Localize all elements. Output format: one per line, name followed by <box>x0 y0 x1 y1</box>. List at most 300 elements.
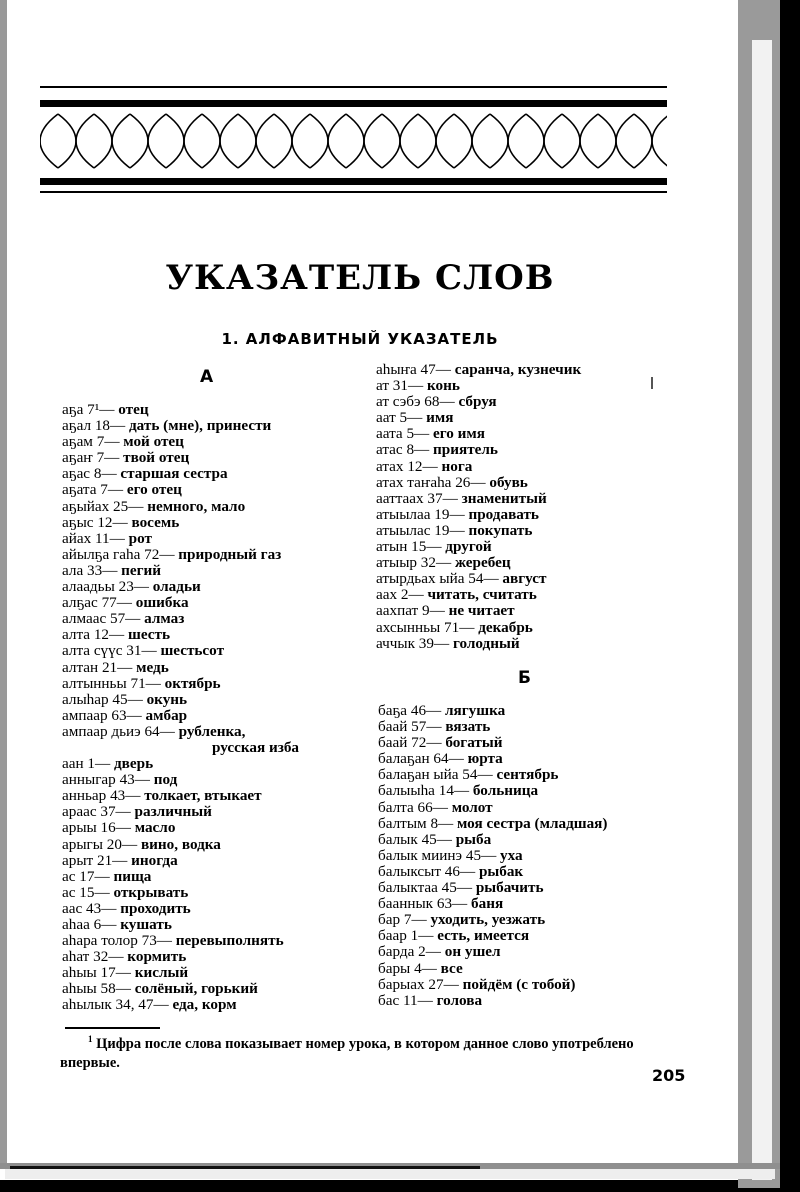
entry-word: атас <box>376 441 403 459</box>
entry-lesson-ref: 34, 47 <box>115 996 154 1014</box>
entry-lesson-ref: 63 <box>436 895 453 913</box>
index-entry <box>62 949 299 965</box>
entry-lesson-ref: 31 <box>392 377 408 395</box>
entry-dash: — <box>408 586 428 604</box>
entry-meaning: другой <box>445 538 492 556</box>
entry-dash: — <box>156 932 176 950</box>
entry-meaning: сентябрь <box>496 766 559 784</box>
entry-dash: — <box>421 959 441 977</box>
entry-dash: — <box>128 497 148 515</box>
entry-word: бааннык <box>378 895 434 913</box>
entry-dash: — <box>443 975 463 993</box>
entry-dash: — <box>145 674 165 692</box>
entry-lesson-ref: 39 <box>418 634 434 652</box>
entry-word: аһылык <box>62 996 112 1014</box>
entry-word: балыыһа <box>378 782 435 800</box>
entry-meaning: не читает <box>448 602 515 620</box>
entry-meaning: знаменитый <box>461 489 547 507</box>
entry-word: бас <box>378 991 400 1009</box>
entry-meaning: восемь <box>131 513 180 531</box>
entry-dash: — <box>442 489 462 507</box>
entry-word: аахпат <box>376 602 419 620</box>
entry-meaning: нога <box>441 457 473 475</box>
entry-dash: — <box>107 481 127 499</box>
entry-dash: — <box>112 513 132 531</box>
index-entry <box>378 961 607 977</box>
entry-lesson-ref: 17 <box>79 867 95 885</box>
index-entry <box>62 724 299 740</box>
entry-word: ахсынньы <box>376 618 441 636</box>
entry-lesson-ref: 43 <box>119 771 135 789</box>
footnote <box>60 1030 680 1073</box>
index-entry <box>62 547 299 563</box>
entry-lesson-ref: 64 <box>144 722 160 740</box>
index-entry <box>376 507 581 523</box>
entry-lesson-ref: 21 <box>96 851 113 869</box>
entry-word: арыт <box>62 851 94 869</box>
entry-lesson-ref: 47 <box>420 361 436 378</box>
entry-dash: — <box>414 425 434 443</box>
entry-meaning: больница <box>472 782 539 800</box>
entry-meaning: толкает, втыкает <box>144 787 262 805</box>
index-entry <box>62 466 299 482</box>
entry-lesson-ref: 63 <box>111 706 127 724</box>
index-entry <box>378 896 607 912</box>
entry-dash: — <box>435 554 455 572</box>
entry-dash: — <box>125 787 145 805</box>
entry-lesson-ref: 1 <box>410 927 419 945</box>
entry-lesson-ref: 26 <box>455 473 471 491</box>
entry-lesson-ref: 37 <box>100 803 116 821</box>
entry-dash: — <box>101 465 121 483</box>
entry-word: алта сүүс <box>62 642 123 660</box>
entry-word: аата <box>376 425 403 443</box>
entry-meaning: шесть <box>128 626 170 644</box>
entry-meaning: имя <box>426 409 454 427</box>
entry-dash: — <box>481 846 501 864</box>
entry-word: ампаар <box>62 706 108 724</box>
entry-dash: — <box>109 626 128 644</box>
entry-dash: — <box>127 690 147 708</box>
entry-meaning: кушать <box>120 916 172 933</box>
entry-lesson-ref: 6 <box>93 916 102 933</box>
entry-word: аҕаҥ <box>62 449 93 467</box>
entry-dash: — <box>438 814 458 832</box>
entry-lesson-ref: 7 <box>96 449 105 467</box>
entry-meaning: ошибка <box>135 594 189 612</box>
index-entry <box>378 832 607 848</box>
index-entry <box>62 933 299 949</box>
entry-dash: — <box>112 851 132 869</box>
index-entry <box>62 997 299 1013</box>
index-entry <box>376 459 581 475</box>
entry-dash: — <box>453 782 473 800</box>
index-entry <box>62 434 299 450</box>
entry-lesson-ref: 18 <box>94 417 111 435</box>
entry-meaning: есть, имеется <box>437 927 530 945</box>
index-entry <box>378 719 607 735</box>
entry-meaning: сбруя <box>458 393 497 411</box>
entry-dash: — <box>429 602 449 620</box>
right-column-entries-b <box>378 703 607 1009</box>
entry-lesson-ref: 25 <box>113 497 129 515</box>
entry-meaning: открывать <box>113 883 189 901</box>
entry-meaning: вязать <box>445 718 491 736</box>
entry-word: аһыҥа <box>376 361 417 378</box>
entry-word: анньар <box>62 787 107 805</box>
entry-dash: — <box>452 895 472 913</box>
index-entry <box>378 751 607 767</box>
entry-dash: — <box>449 521 469 539</box>
entry-meaning: продавать <box>468 505 539 523</box>
index-entry <box>62 402 299 418</box>
entry-lesson-ref: 7¹ <box>87 401 100 418</box>
entry-word: атах <box>376 457 404 475</box>
entry-lesson-ref: 27 <box>428 975 444 993</box>
entry-dash: — <box>432 798 452 816</box>
entry-word: алтан <box>62 658 99 676</box>
entry-lesson-ref: 19 <box>434 505 450 523</box>
entry-lesson-ref: 32 <box>93 948 109 966</box>
entry-meaning: лягушка <box>445 702 506 719</box>
index-entry <box>378 912 607 928</box>
entry-dash: — <box>94 867 114 885</box>
index-entry <box>376 603 581 619</box>
index-entry <box>376 620 581 636</box>
entry-word: араас <box>62 803 97 821</box>
index-entry <box>376 410 581 426</box>
index-entry <box>378 928 607 944</box>
entry-word: алаадьы <box>62 578 115 596</box>
entry-meaning: саранча, кузнечик <box>454 361 582 378</box>
entry-dash: — <box>115 803 135 821</box>
entry-word: балык миинэ <box>378 846 463 864</box>
entry-word: ас <box>62 867 76 885</box>
entry-meaning: пегий <box>121 561 162 579</box>
entry-word: алта <box>62 626 91 644</box>
entry-meaning: уха <box>500 846 523 864</box>
entry-dash: — <box>109 529 129 547</box>
entry-word: барда <box>378 943 415 961</box>
index-entry <box>376 362 581 378</box>
entry-dash: — <box>108 948 128 966</box>
entry-word: аҕата <box>62 481 97 499</box>
entry-word: аһат <box>62 948 90 966</box>
entry-dash: — <box>101 916 121 933</box>
index-entry <box>376 636 581 652</box>
index-entry <box>376 442 581 458</box>
entry-meaning: октябрь <box>164 674 221 692</box>
entry-word: аат <box>376 409 396 427</box>
entry-meaning: конь <box>426 377 460 395</box>
entry-lesson-ref: 2 <box>418 943 426 961</box>
entry-dash: — <box>436 830 456 848</box>
footnote-text: Цифра после слова показывает номер урока, в котором данное слово употреблено впервые. <box>60 1035 634 1071</box>
entry-meaning: масло <box>134 819 176 837</box>
entry-word: анныгар <box>62 771 116 789</box>
entry-meaning: декабрь <box>478 618 533 636</box>
entry-lesson-ref: 23 <box>118 578 134 596</box>
entry-meaning: старшая сестра <box>120 465 228 483</box>
entry-meaning: проходить <box>120 899 191 917</box>
index-entry <box>62 482 299 498</box>
entry-lesson-ref: 7 <box>96 433 105 451</box>
entry-dash: — <box>422 457 442 475</box>
entry-meaning: читать, считать <box>427 586 537 604</box>
entry-dash: — <box>448 750 468 768</box>
entry-lesson-ref: 9 <box>422 602 430 620</box>
entry-meaning: различный <box>134 803 212 821</box>
index-entry <box>376 491 581 507</box>
index-entry <box>62 917 299 933</box>
entry-dash: — <box>117 658 137 676</box>
entry-lesson-ref: 15 <box>79 883 95 901</box>
index-entry <box>62 837 299 853</box>
entry-lesson-ref: 57 <box>411 718 427 736</box>
entry-word: алтынньы <box>62 674 127 692</box>
entry-word: ампаар дьиэ <box>62 722 141 740</box>
entry-dash: — <box>426 718 446 736</box>
entry-lesson-ref: 46 <box>410 702 427 719</box>
entry-word: аан <box>62 755 84 773</box>
index-entry <box>62 515 299 531</box>
entry-meaning: отец <box>118 401 149 418</box>
index-entry <box>62 885 299 901</box>
index-entry <box>62 981 299 997</box>
entry-meaning-continuation: русская изба <box>212 738 300 756</box>
entry-lesson-ref: 12 <box>97 513 113 531</box>
index-entry <box>376 475 581 491</box>
entry-word: аччык <box>376 634 415 652</box>
entry-meaning: перевыполнять <box>175 932 284 950</box>
footnote-separator <box>65 1027 160 1029</box>
entry-lesson-ref: 73 <box>141 932 157 950</box>
entry-dash: — <box>115 819 135 837</box>
entry-lesson-ref: 5 <box>399 409 408 427</box>
entry-word: ас <box>62 883 76 901</box>
entry-lesson-ref: 43 <box>110 787 126 805</box>
entry-word: балаҕан <box>378 750 430 768</box>
letter-heading-a: А <box>200 367 214 387</box>
entry-dash: — <box>95 755 114 773</box>
index-entry <box>376 555 581 571</box>
entry-meaning: баня <box>471 895 504 913</box>
index-entry <box>62 627 299 643</box>
entry-meaning: твой отец <box>123 449 190 467</box>
entry-lesson-ref: 4 <box>414 959 422 977</box>
entry-lesson-ref: 12 <box>93 626 110 644</box>
index-entry <box>378 944 607 960</box>
index-entry <box>62 531 299 547</box>
index-entry <box>62 853 299 869</box>
entry-dash: — <box>435 361 455 378</box>
entry-lesson-ref: 31 <box>126 642 142 660</box>
index-entry <box>62 756 299 772</box>
entry-lesson-ref: 20 <box>106 835 122 853</box>
entry-meaning: рубленка, <box>178 722 246 740</box>
letter-heading-b: Б <box>518 668 531 688</box>
index-entry <box>376 539 581 555</box>
entry-word: ат <box>376 377 389 395</box>
entry-dash: — <box>459 618 479 636</box>
entry-meaning: медь <box>136 658 169 676</box>
index-entry <box>62 804 299 820</box>
entry-dash: — <box>121 835 141 853</box>
index-entry <box>62 563 299 579</box>
entry-word: балыктаа <box>378 879 438 897</box>
entry-word: алмаас <box>62 610 107 628</box>
entry-lesson-ref: 15 <box>411 538 427 556</box>
entry-meaning: покупать <box>468 521 533 539</box>
entry-dash: — <box>470 473 490 491</box>
entry-word: атах таҥаһа <box>376 473 452 491</box>
entry-word: балыксыт <box>378 862 441 880</box>
entry-word: аҕыс <box>62 513 94 531</box>
entry-dash: — <box>159 545 179 563</box>
entry-lesson-ref: 71 <box>444 618 460 636</box>
entry-dash: — <box>449 505 469 523</box>
entry-dash: — <box>133 578 153 596</box>
page-right-edge-highlight <box>752 40 772 1180</box>
entry-dash: — <box>417 991 437 1009</box>
entry-dash: — <box>433 634 453 652</box>
entry-word: атырдьах ыйа <box>376 570 465 588</box>
entry-lesson-ref: 12 <box>407 457 423 475</box>
entry-lesson-ref: 11 <box>403 991 418 1009</box>
entry-lesson-ref: 8 <box>93 465 102 483</box>
entry-lesson-ref: 8 <box>406 441 415 459</box>
entry-dash: — <box>456 879 476 897</box>
index-entry <box>62 820 299 836</box>
index-entry <box>62 901 299 917</box>
index-entry <box>376 426 581 442</box>
entry-word: балта <box>378 798 414 816</box>
entry-lesson-ref: 33 <box>87 561 103 579</box>
entry-meaning: алмаз <box>144 610 185 628</box>
entry-dash: — <box>483 570 503 588</box>
page-number: 205 <box>652 1066 686 1085</box>
entry-meaning: рыба <box>455 830 492 848</box>
entry-lesson-ref: 54 <box>462 766 478 784</box>
index-entry <box>62 418 299 434</box>
index-entry <box>62 499 299 515</box>
entry-word: атыылас <box>376 521 431 539</box>
entry-meaning: уходить, уезжать <box>430 911 546 929</box>
index-entry <box>378 767 607 783</box>
index-entry <box>62 965 299 981</box>
index-entry <box>62 869 299 885</box>
entry-meaning: окунь <box>146 690 188 708</box>
entry-dash: — <box>102 561 122 579</box>
page-bottom-strip <box>5 1169 775 1179</box>
entry-word: алҕас <box>62 594 98 612</box>
entry-dash: — <box>101 899 121 917</box>
entry-meaning: приятель <box>433 441 498 459</box>
entry-lesson-ref: 57 <box>109 610 126 628</box>
entry-meaning: оладьи <box>152 578 201 596</box>
entry-meaning: мой отец <box>123 433 184 451</box>
entry-meaning: голодный <box>452 634 520 652</box>
entry-word: ааттаах <box>376 489 424 507</box>
entry-dash: — <box>153 996 173 1014</box>
entry-dash: — <box>115 980 135 998</box>
entry-meaning: под <box>153 771 178 789</box>
entry-meaning: немного, мало <box>147 497 246 515</box>
entry-dash: — <box>104 433 124 451</box>
entry-lesson-ref: 11 <box>95 529 110 547</box>
entry-dash: — <box>110 417 129 435</box>
entry-meaning: рыбачить <box>475 879 544 897</box>
entry-dash: — <box>439 393 459 411</box>
entry-word: барыах <box>378 975 425 993</box>
index-entry-continuation <box>62 740 299 756</box>
entry-dash: — <box>115 964 135 982</box>
entry-lesson-ref: 14 <box>438 782 454 800</box>
entry-lesson-ref: 16 <box>100 819 116 837</box>
stray-mark <box>651 377 653 389</box>
entry-word: аһыы <box>62 964 97 982</box>
index-entry <box>378 783 607 799</box>
entry-dash: — <box>414 441 434 459</box>
entry-lesson-ref: 45 <box>421 830 437 848</box>
entry-word: аһаа <box>62 916 90 933</box>
entry-word: арыгы <box>62 835 103 853</box>
entry-meaning: моя сестра (младшая) <box>457 814 608 832</box>
entry-word: баай <box>378 718 408 736</box>
entry-word: ат сэбэ <box>376 393 421 411</box>
entry-meaning: его отец <box>126 481 182 499</box>
entry-dash: — <box>426 538 446 556</box>
entry-word: айылҕа гаһа <box>62 545 141 563</box>
index-entry <box>378 816 607 832</box>
entry-meaning: природный газ <box>178 545 282 563</box>
index-entry <box>62 772 299 788</box>
entry-lesson-ref: 43 <box>86 899 102 917</box>
page-title: УКАЗАТЕЛЬ СЛОВ <box>165 258 555 298</box>
entry-word: аҕа <box>62 401 84 418</box>
entry-meaning: дать (мне), принести <box>129 417 272 435</box>
header-rule-thick-top <box>40 100 667 107</box>
section-subtitle: 1. АЛФАВИТНЫЙ УКАЗАТЕЛЬ <box>221 330 499 348</box>
entry-dash: — <box>426 734 446 752</box>
entry-word: баҕа <box>378 702 408 719</box>
entry-dash: — <box>477 766 497 784</box>
header-rule-thin-bottom <box>40 191 667 193</box>
entry-dash: — <box>141 642 161 660</box>
entry-word: арыы <box>62 819 97 837</box>
index-entry <box>62 788 299 804</box>
entry-word: атын <box>376 538 408 556</box>
entry-meaning: кислый <box>134 964 189 982</box>
entry-dash: — <box>99 401 119 418</box>
entry-word: аһара толор <box>62 932 138 950</box>
entry-lesson-ref: 58 <box>100 980 116 998</box>
footnote-marker: 1 <box>88 1034 93 1044</box>
entry-lesson-ref: 32 <box>420 554 436 572</box>
entry-lesson-ref: 72 <box>411 734 427 752</box>
index-entry <box>378 993 607 1009</box>
index-entry <box>62 595 299 611</box>
entry-dash: — <box>418 927 438 945</box>
entry-lesson-ref: 68 <box>424 393 440 411</box>
left-column-entries <box>62 402 299 1014</box>
entry-dash: — <box>104 449 124 467</box>
entry-meaning: все <box>440 959 463 977</box>
index-entry <box>378 864 607 880</box>
entry-meaning: солёный, горький <box>134 980 258 998</box>
entry-meaning: дверь <box>114 755 154 773</box>
entry-word: балык <box>378 830 418 848</box>
